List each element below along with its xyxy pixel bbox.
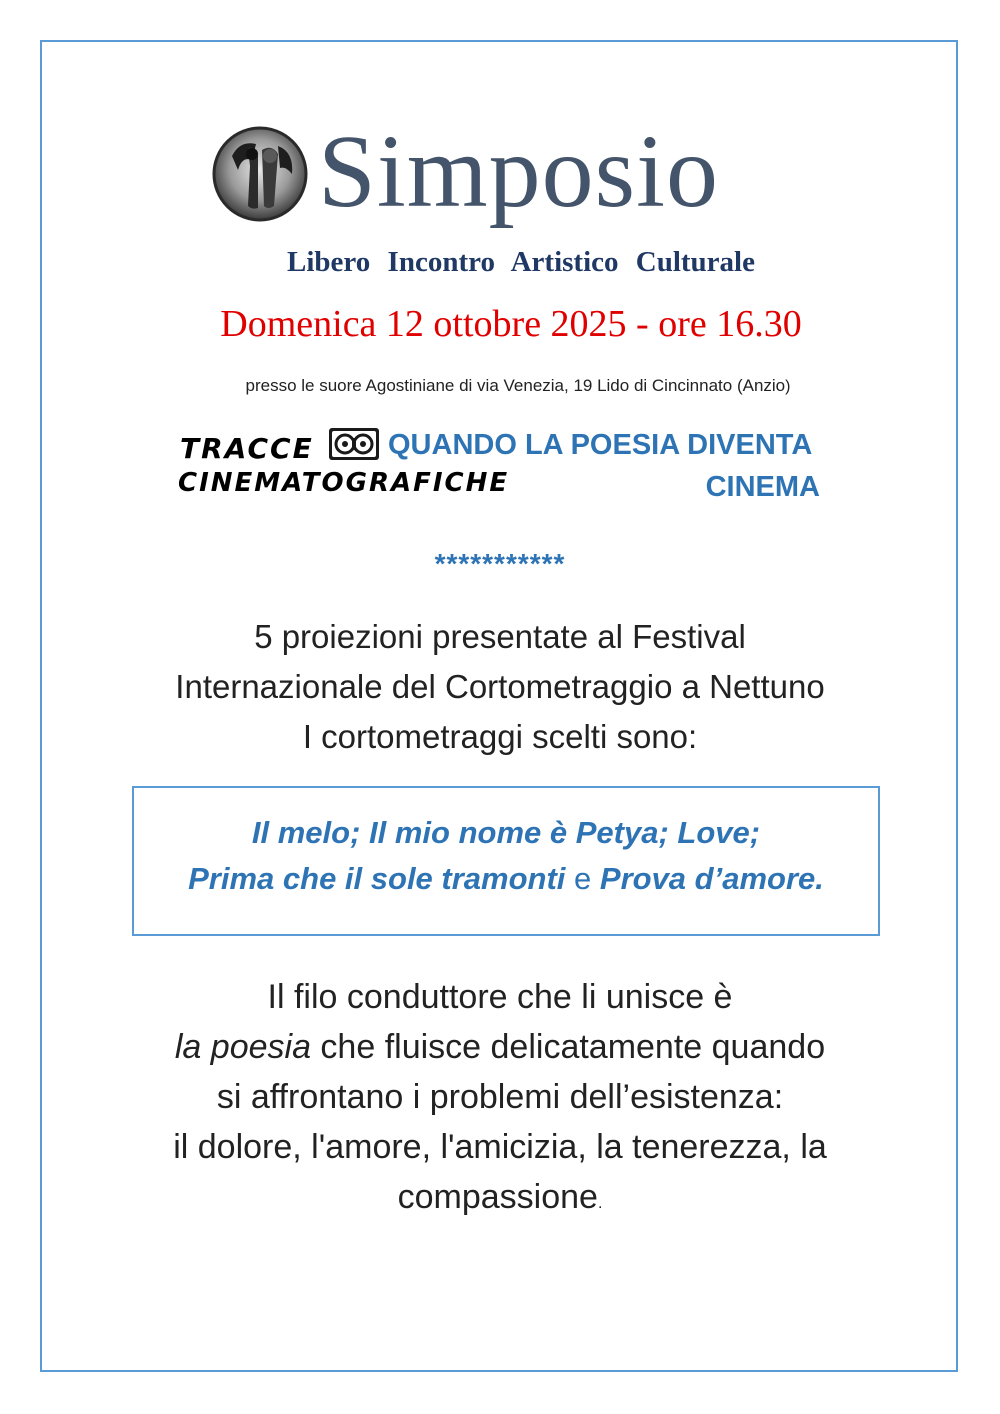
brand-tagline: Libero Incontro Artistico Culturale <box>287 246 755 278</box>
program-headline <box>388 424 820 508</box>
headline-line-2: CINEMA <box>705 471 820 503</box>
event-date-time: Domenica 12 ottobre 2025 - ore 16.30 <box>220 303 802 345</box>
venue-text: presso le suore Agostiniane di via Venezia, 19 Lido di Cincinnato (Anzio <box>245 376 786 395</box>
intro-line-1: 5 proiezioni presentate al Festival <box>254 618 746 655</box>
description-line-4: il dolore, l'amore, l'amicizia, la tenerezza, la <box>173 1128 827 1166</box>
event-venue <box>0 376 1000 396</box>
films-joiner: e <box>565 861 600 896</box>
description-line-1: Il filo conduttore che li unisce è <box>267 978 733 1016</box>
logo-header <box>210 114 810 238</box>
intro-line-2: Internazionale del Cortometraggio a Nettuno <box>175 668 825 705</box>
venue-close: ) <box>785 378 791 395</box>
description-line-5 <box>0 1172 1000 1229</box>
description-line-2 <box>0 1022 1000 1072</box>
simposio-emblem-icon <box>212 126 308 222</box>
film-title-prova: Prova d’amore. <box>599 861 824 896</box>
film-title-prima: Prima che il sole tramonti <box>188 861 566 896</box>
asterisk-separator: *********** <box>434 548 566 579</box>
intro-line-3: I cortometraggi scelti sono: <box>302 718 698 755</box>
description-line-5-end: . <box>597 1195 603 1212</box>
description-paragraph <box>0 972 1000 1229</box>
description-line-3: si affrontano i problemi dell’esistenza: <box>216 1078 784 1116</box>
films-list-box <box>132 786 880 936</box>
films-list <box>134 810 878 902</box>
description-line-2-rest: che fluisce delicatamente quando <box>310 1028 826 1066</box>
description-italic: la poesia <box>174 1028 311 1066</box>
film-reel-icon <box>328 424 380 464</box>
logo-line-1: TRACCE <box>180 432 314 465</box>
logo-line-2: CINEMATOGRAFICHE <box>178 468 510 498</box>
films-line-2 <box>134 856 878 902</box>
description-line-5-text: compassione <box>397 1178 598 1216</box>
films-line-1: Il melo; Il mio nome è Petya; Love; <box>251 815 761 850</box>
intro-paragraph <box>0 612 1000 762</box>
headline-line-1: QUANDO LA POESIA DIVENTA <box>388 429 813 461</box>
brand-title: Simposio <box>318 114 719 229</box>
